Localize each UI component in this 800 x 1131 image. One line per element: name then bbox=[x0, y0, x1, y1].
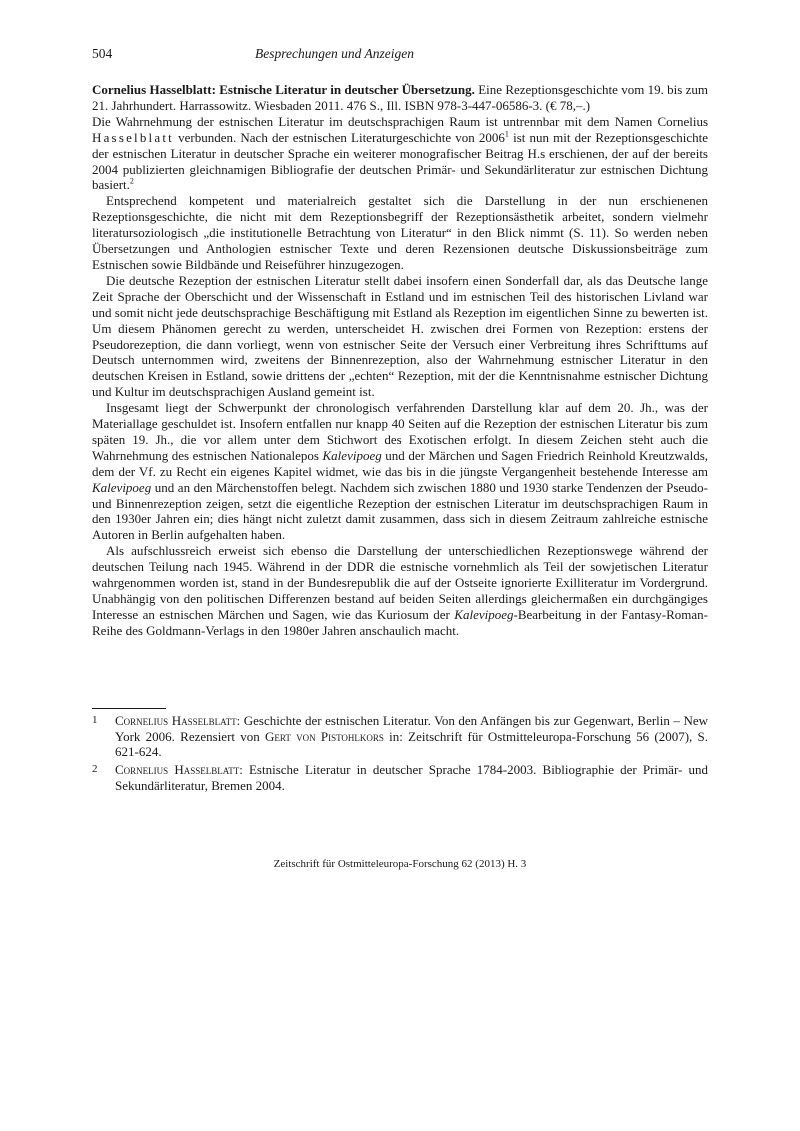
review-body bbox=[92, 82, 708, 639]
footnote-1: 1 Cornelius Hasselblatt: Geschichte der estnischen Literatur. Von den Anfängen bis zur Gegenwart, Berlin – New York 2006. Rezensiert von Gert von Pistohlkors in: Zeitschrift für Ostmitteleuropa-Forschung 56 (2007), S. 621-624. bbox=[92, 713, 709, 760]
footnote-2: 2 Cornelius Hasselblatt: Estnische Literatur in deutscher Sprache 1784-2003. Bibliographie der Primär- und Sekundärliteratur, Bremen 2004. bbox=[92, 762, 708, 793]
page-number: 504 bbox=[92, 46, 113, 61]
review-citation bbox=[92, 82, 708, 114]
paragraph-5: Als aufschlussreich erweist sich ebenso die Darstellung der unterschiedlichen Rezeptionswege während der deutschen Teilung nach 1945. Während in der DDR die estnische vornehmlich als Teil der sowjetischen Literatur wahrgenommen worden ist, stand in der Bundesrepublik die auf der Ostseite ignorierte Exilliteratur im Vordergrund. Unabhängig von den politischen Differenzen bestand auf beiden Seiten allerdings gleichermaßen ein durchgängiges Interesse an estnischen Märchen und Sagen, wie das Kuriosum der Kalevipoeg-Bearbeitung in der Fantasy-Roman-Reihe des Goldmann-Verlags in den 1980er Jahren anschaulich macht. bbox=[92, 543, 709, 638]
paragraph-2: Entsprechend kompetent und materialreich gestaltet sich die Darstellung in der nun erschienenen Rezeptionsgeschichte, die nicht mit dem Rezeptionsbegriff der Rezeptionsästhetik arbeitet, sondern vielmehr literatursoziologisch „die institutionelle Betrachtung von Literatur“ in den Blick nimmt (S. 11). So werden neben Übersetzungen und Anthologien estnischer Texte und deren Rezensionen deutsche Diskussionsbeiträge zum Estnischen sowie Bildbände und Reiseführer hinzugezogen. bbox=[92, 193, 708, 272]
epic-title: Kalevipoeg bbox=[92, 479, 152, 495]
citation-details: Eine Rezeptionsgeschichte vom 19. bis zum 21. Jahrhundert. Harrassowitz. Wiesbaden 2011. 476 S., Ill. ISBN 978-3-447-06586-3. (€ 78,–.) bbox=[92, 82, 709, 113]
citation-title: Estnische Literatur in deutscher Übersetzung. bbox=[219, 82, 475, 97]
spaced-author-name: Hasselblatt bbox=[92, 129, 174, 145]
paragraph-1: Die Wahrnehmung der estnischen Literatur im deutschsprachigen Raum ist untrennbar mit dem Namen Cornelius Hasselblatt verbunden. Nach der estnischen Literaturgeschichte von 2006$^1$ ist nun mit der Rezeptionsgeschichte der estnischen Literatur in deutscher Sprache ein weiterer monografischer Beitrag H.s erschienen, der auf der bereits 2004 publizierten gleichnamigen Bibliografie der deutschen Primär- und Sekundärliteratur zur estnischen Dichtung basiert.$^2$ bbox=[92, 113, 709, 193]
paragraph-4: Insgesamt liegt der Schwerpunkt der chronologisch verfahrenden Darstellung klar auf dem 20. Jh., was der Materiallage geschuldet ist. Insofern entfallen nur knapp 40 Seiten auf die Rezeption der estnischen Literatur bis zum späten 19. Jh., die vor allem unter dem Stichwort des Exotischen erfolgt. In diesem Zeichen steht auch die Wahrnehmung des estnischen Nationalepos Kalevipoeg und der Märchen und Sagen Friedrich Reinhold Kreutzwalds, dem der Vf. zu Recht ein eigenes Kapitel widmet, wie das bis in die jüngste Vergangenheit bestehende Interesse am Kalevipoeg und an den Märchenstoffen belegt. Nachdem sich zwischen 1880 und 1930 starke Tendenzen der Pseudo- und Binnenrezeption zeigen, setzt die eigentliche Rezeption der estnischen Literatur im deutschsprachigen Raum in den 1930er Jahren ein; dies hängt nicht zuletzt damit zusammen, dass sich in diesem Zeitraum zahlreiche estnische Autoren in Berlin aufgehalten haben. bbox=[92, 400, 709, 543]
epic-title: Kalevipoeg bbox=[454, 606, 514, 622]
footnote-ref-2: 2 bbox=[129, 177, 134, 187]
paragraph-3: Die deutsche Rezeption der estnischen Literatur stellt dabei insofern einen Sonderfall dar, als das Deutsche lange Zeit Sprache der Oberschicht und der Wissenschaft in Estland und im estnischen Teil des historischen Livland war und somit nicht jede deutschsprachige Beschäftigung mit Estland als Rezeption im eigentlichen Sinne zu bewerten ist. Um diesem Phänomen gerecht zu werden, unterscheidet H. zwischen drei Formen von Rezeption: erstens der Pseudorezeption, die dann vorliegt, wenn von estnischer Seite der Versuch einer Verbreitung ihres Schrifttums auf Deutsch unternommen wird, zweitens der Binnenrezeption, also der Wahrnehmung estnischer Literatur in den deutschen Kreisen in Estland, sowie drittens der „echten“ Rezeption, mit der die Kenntnisnahme estnischer Dichtung und Kultur im deutschsprachigen Ausland gemeint ist. bbox=[92, 272, 708, 400]
footnote-rule bbox=[92, 708, 166, 709]
footnote-number: 1 bbox=[92, 714, 98, 726]
epic-title: Kalevipoeg bbox=[322, 447, 382, 463]
journal-footer: Zeitschrift für Ostmitteleuropa-Forschung 62 (2013) H. 3 bbox=[273, 858, 527, 870]
citation-author: Cornelius Hasselblatt: bbox=[92, 82, 216, 97]
running-title: Besprechungen und Anzeigen bbox=[255, 46, 414, 61]
footnote-number: 2 bbox=[92, 763, 98, 775]
footnote-ref-1: 1 bbox=[504, 129, 509, 139]
